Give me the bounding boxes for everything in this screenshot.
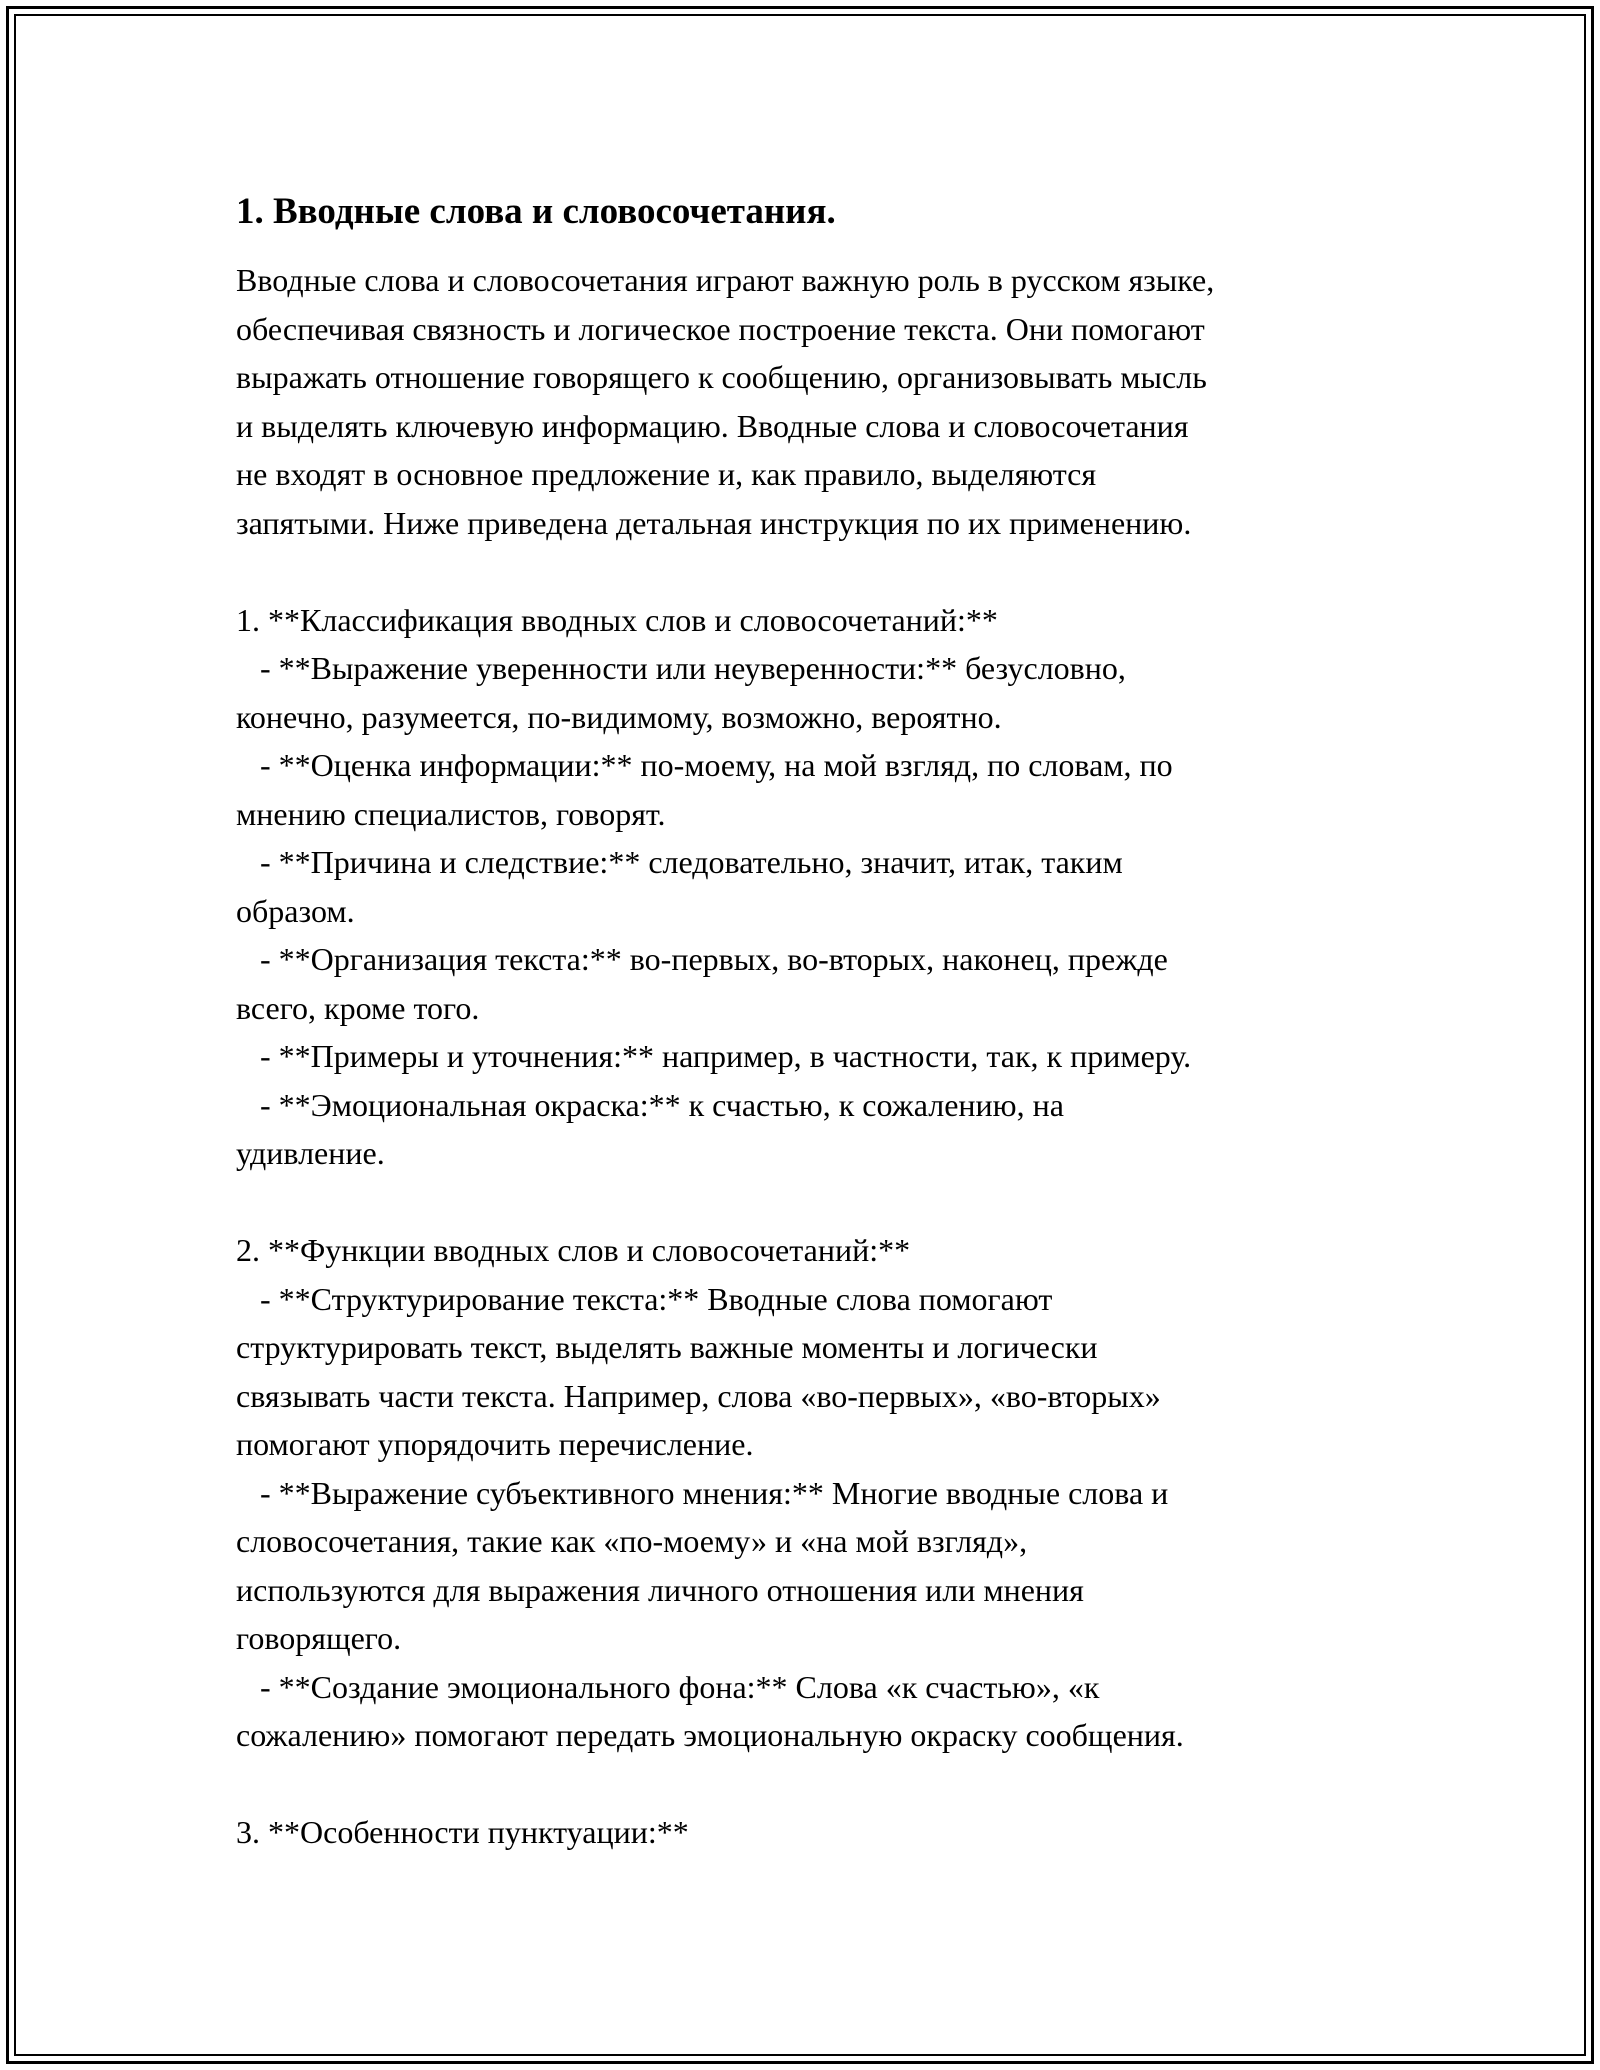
text-line: всего, кроме того.: [236, 989, 480, 1026]
blank-line: [236, 1178, 1386, 1227]
text-line: говорящего.: [236, 1620, 402, 1656]
classification-section: [236, 596, 1386, 1178]
text-line: мнению специалистов, говорят.: [236, 795, 666, 832]
text-line: обеспечивая связность и логическое построение текста. Они помогают: [236, 310, 1205, 347]
text-line: конечно, разумеется, по-видимому, возможно, вероятно.: [236, 698, 1002, 735]
blank-line: [236, 1760, 1386, 1809]
text-line: и выделять ключевую информацию. Вводные слова и словосочетания: [236, 407, 1189, 444]
list-item: - **Оценка информации:** по-моему, на мой взгляд, по словам, по: [236, 747, 1173, 783]
text-line: Вводные слова и словосочетания играют важную роль в русском языке,: [236, 262, 1215, 298]
list-item: - **Выражение уверенности или неуверенности:** безусловно,: [236, 650, 1126, 686]
document-body: [236, 188, 1386, 1857]
list-item: - **Организация текста:** во-первых, во-вторых, наконец, прежде: [236, 941, 1168, 977]
functions-section: [236, 1226, 1386, 1760]
text-line: не входят в основное предложение и, как правило, выделяются: [236, 456, 1097, 492]
list-heading: 1. **Классификация вводных слов и словосочетаний:**: [236, 601, 998, 638]
text-line: выражать отношение говорящего к сообщению, организовывать мысль: [236, 359, 1207, 395]
text-line: удивление.: [236, 1135, 385, 1171]
punctuation-section: [236, 1808, 1386, 1857]
list-item: - **Причина и следствие:** следовательно, значит, итак, таким: [236, 844, 1123, 880]
text-line: помогают упорядочить перечисление.: [236, 1426, 754, 1462]
list-item: - **Структурирование текста:** Вводные слова помогают: [236, 1280, 1053, 1317]
text-line: структурировать текст, выделять важные моменты и логически: [236, 1329, 1098, 1365]
text-line: образом.: [236, 892, 355, 929]
list-item: - **Создание эмоционального фона:** Слова «к счастью», «к: [236, 1668, 1100, 1705]
section-heading: 1. Вводные слова и словосочетания.: [236, 191, 836, 232]
list-item: - **Примеры и уточнения:** например, в частности, так, к примеру.: [236, 1038, 1192, 1074]
text-line: связывать части текста. Например, слова «во-первых», «во-вторых»: [236, 1377, 1161, 1414]
text-line: используются для выражения личного отношения или мнения: [236, 1571, 1084, 1608]
text-line: сожалению» помогают передать эмоциональную окраску сообщения.: [236, 1717, 1184, 1753]
list-heading: 2. **Функции вводных слов и словосочетаний:**: [236, 1232, 911, 1268]
text-line: запятыми. Ниже приведена детальная инструкция по их применению.: [236, 504, 1192, 541]
list-heading: 3. **Особенности пунктуации:**: [236, 1814, 689, 1850]
blank-line: [236, 547, 1386, 596]
text-line: словосочетания, такие как «по-моему» и «на мой взгляд»,: [236, 1523, 1028, 1559]
list-item: - **Выражение субъективного мнения:** Многие вводные слова и: [236, 1474, 1169, 1511]
list-item: - **Эмоциональная окраска:** к счастью, к сожалению, на: [236, 1086, 1064, 1123]
intro-paragraph: [236, 256, 1386, 547]
